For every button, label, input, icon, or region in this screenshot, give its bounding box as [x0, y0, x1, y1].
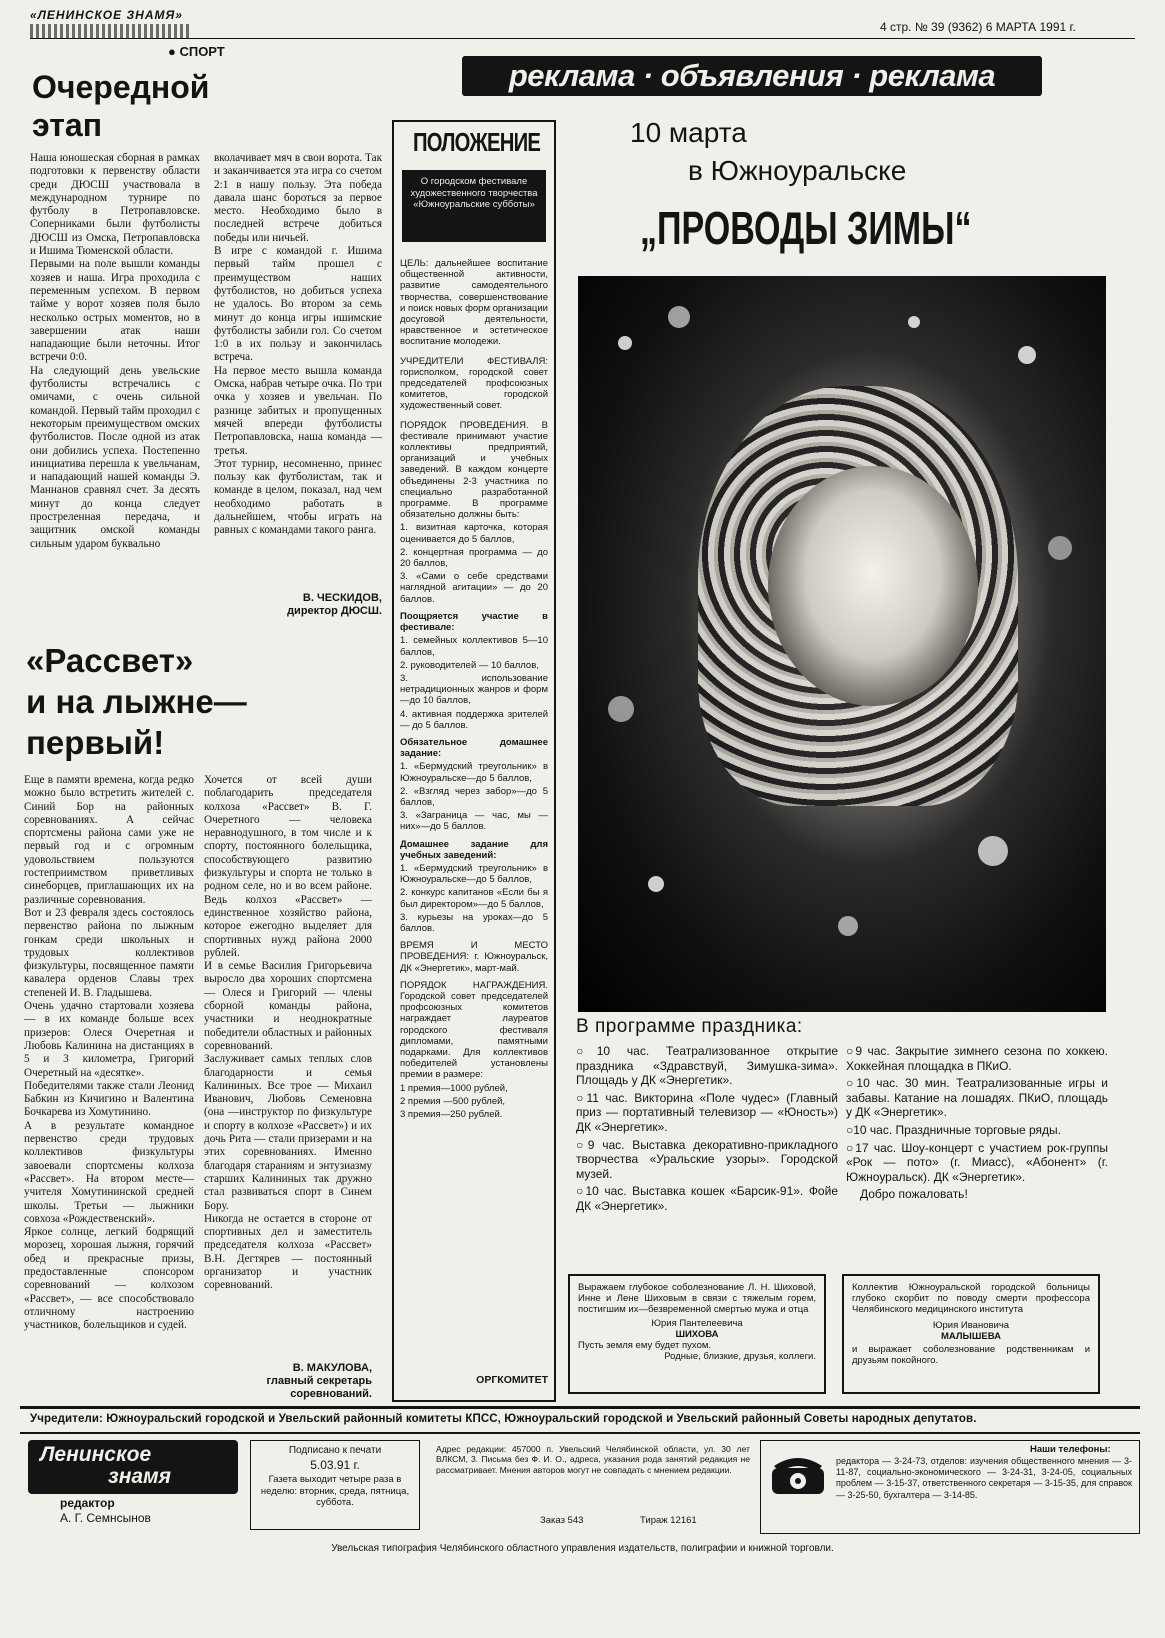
program-title: В программе праздника:	[576, 1016, 803, 1037]
footer-logo	[28, 1440, 238, 1494]
regulation-founders: УЧРЕДИТЕЛИ ФЕСТИВАЛЯ: горисполком, городской совет председателей профсоюзных комитетов, городской художественный совет.	[400, 355, 548, 412]
regulation-goal: ЦЕЛЬ: дальнейшее воспитание общественной активности, развитие самодеятельного творчества, совершенствование и поиск новых форм организации досуговой деятельности, нравственное и эстетическое воспитание молодежи.	[400, 258, 548, 348]
regulation-procedure: ПОРЯДОК ПРОВЕДЕНИЯ. В фестивале принимают участие коллективы предприятий, организаций и учебных заведений. В каждом концерте объединены 2-3 участника по специально разработанной программе. В программе обязательно должны быть:	[400, 419, 548, 521]
footer-phones-title: Наши телефоны:	[1030, 1444, 1111, 1455]
condolence1-text: Выражаем глубокое соболезнование Л. Н. Шиховой, Инне и Лене Шиховым в связи с тяжелым горем, постигшим их—безвременной смертью мужа и отца	[578, 1282, 816, 1316]
regulation-subtitle: О городском фестивале художественного творчества «Южноуральские субботы»	[402, 170, 546, 242]
program-item: ○9 час. Закрытие зимнего сезона по хоккею. Хоккейная площадка в ПКиО.	[846, 1044, 1108, 1073]
article2-col1: Еще в памяти времена, когда редко можно было встретить жителей с. Синий Бор на районных соревнованиях. А сейчас спортсмены района сами уже не первый год и с огромным удовольствием пользуются гостеприимством приветливых синеборцев, приглашающих их на различные соревнования. Вот и 23 февраля здесь состоялось первенство района по лыжным гонкам среди школьных и трудовых коллективов физкультуры, посвященное памяти кавалера орденов Славы трех степеней И. В. Гладышева. Очень удачно стартовали хозяева — в их команде больше всех призеров: Олеся Очеретная и Любовь Калинина на дистанциях в 5 и 3 километра, Григорий Очеретный на «десятке». Победителями также стали Леонид Бабкин из Кичигино и Валентина Бочкарева из Хомутинино. А в результате командное первенство среди трудовых коллективов физкультуры завоевали спортсмены колхоза «Рассвет». На втором месте—учителя Хомутининской средней школы. Третьи — лыжники совхоза «Рождественский». Яркое солнце, легкий бодрящий морозец, хорошая лыжня, горячий обед и прекрасные призы, предоставленные спонсором соревнований — колхозом «Рассвет», — все способствовало отличному настроению участников, болельщиков и судей.	[24, 774, 194, 1332]
footer-editor-name: А. Г. Семнсынов	[60, 1511, 151, 1525]
section-label: ● СПОРТ	[168, 44, 225, 59]
condolence1-from: Родные, близкие, друзья, коллеги.	[664, 1351, 816, 1363]
condolence1-name-line1: Юрия Пантелеевича	[651, 1317, 743, 1329]
regulation-program-list	[400, 522, 548, 604]
footer-signed-date: 5.03.91 г.	[310, 1458, 360, 1472]
article2-signature	[204, 1362, 372, 1401]
article1-col1: Наша юношеская сборная в рамках подготовки к первенству области среди ДЮСШ участвовала в международном турнире по футболу в Петропавловске. Соперниками были футболисты ДЮСШ из Омска, Петропавловска и Ишима Тюменской области. Первыми на поле вышли команды хозяев и наша. Игра проходила с переменным успехом. В первом тайме у ворот хозяев поля было несколько острых моментов, но в завершении атак наши нападающие были неточны. Итог встречи 0:0. На следующий день увельские футболисты встречались с омичами, с очень сильной командой. Первый тайм проходил с некоторым преимуществом омских футболистов. После одной из атак они добились успеха. Постепенно инициатива перешла к увельчанам, и нападающий нашей команды Э. Маннанов сравнял счет. За десять минут до конца следует простреленная передача, и защитник омской команды сильным ударом буквально	[30, 152, 200, 550]
footer-logo-line2: знамя	[108, 1465, 171, 1488]
regulation-prize-item: 1 премия—1000 рублей,	[400, 1082, 508, 1094]
program-item: ○9 час. Выставка декоративно-прикладного творчества «Уральские узоры». Городской музей.	[576, 1137, 838, 1181]
snowflake	[608, 696, 634, 722]
article1-col2: вколачивает мяч в свои ворота. Так и заканчивается эта игра со счетом 2:1 в нашу пользу. Эта победа давала шанс бороться за первое место. Необходимо было в последней встрече добиться победы или ничьей. В игре с командой г. Ишима первый тайм прошел с преимуществом наших футболистов, но добиться успеха не удалось. Во втором за семь минут до конца игры ишимские футболисты забили гол. Со счетом 1:0 в их пользу и закончилась встреча. На первое место вышла команда Омска, набрав четыре очка. По три очка у хозяев и увельчан. По разнице забитых и пропущенных мячей впереди футболисты Петропавловска, наша команда — третья. Этот турнир, несомненно, принес пользу как футболистам, так и команде в целом, показал, над чем необходимо работать в дальнейшем, чтобы играть на равных с командами такого ранга.	[214, 152, 382, 537]
program-item: ○10 час. Выставка кошек «Барсик-91». Фойе ДК «Энергетик».	[576, 1184, 838, 1213]
footer-address: Адрес редакции: 457000 п. Увельский Челябинской области, ул. 30 лет ВЛКСМ, 3. Письма без Ф. И. О., адреса, указания рода занятий редакция не рассматривает. Мнения авторов могут не совпадать с мнением редакции.	[436, 1444, 750, 1475]
regulation-homework-item: 1. «Бермудский треугольник» в Южноуральске—до 5 баллов,	[400, 761, 548, 784]
condolence1-box	[568, 1274, 826, 1394]
article1-signature-name: В. ЧЕСКИДОВ,	[302, 592, 382, 604]
masthead-ornament	[30, 24, 190, 38]
article2-title-line2: и на лыжне—	[26, 683, 247, 720]
footer-founders-rule	[20, 1432, 1140, 1434]
condolence2-name-line2: МАЛЫШЕВА	[941, 1330, 1001, 1342]
program-item: ○10 час. Театрализованное открытие праздника «Здравствуй, Зимушка-зима». Площадь у ДК «Энергетик».	[576, 1044, 838, 1088]
face-shape	[768, 466, 978, 706]
regulation-school-item: 3. курьезы на уроках—до 5 баллов.	[400, 911, 548, 934]
program-right	[846, 1044, 1108, 1202]
regulation-prize-item: 2 премия —500 рублей,	[400, 1095, 506, 1107]
article1-signature	[210, 592, 382, 618]
snowflake	[978, 836, 1008, 866]
footer-logo-line1: Ленинское	[40, 1443, 152, 1466]
snowflake	[648, 876, 664, 892]
regulation-signature: ОРГКОМИТЕТ	[476, 1374, 548, 1386]
ad-banner-text: реклама · объявления · реклама	[508, 58, 996, 93]
regulation-program-item: 1. визитная карточка, которая оценивается до 5 баллов,	[400, 522, 548, 545]
footer-signed-label: Подписано к печати	[288, 1445, 382, 1456]
condolence2-text: Коллектив Южноуральской городской больницы глубоко скорбит по поводу смерти профессора Челябинского медицинского института	[852, 1282, 1090, 1316]
program-left	[576, 1044, 838, 1217]
article2-signature-role: главный секретарь соревнований.	[266, 1375, 372, 1400]
masthead-rule	[30, 38, 1135, 39]
regulation-time-place: ВРЕМЯ И МЕСТО ПРОВЕДЕНИЯ: г. Южноуральск, ДК «Энергетик», март-май.	[400, 940, 548, 974]
article1-title	[32, 68, 209, 144]
regulation-title: ПОЛОЖЕНИЕ	[412, 127, 541, 157]
regulation-encouraged-item: 2. руководителей — 10 баллов,	[400, 659, 539, 671]
regulation-encouraged-item: 3. использование нетрадиционных жанров и форм—до 10 баллов,	[400, 672, 548, 707]
condolence2-closing: и выражает соболезнование родственникам и друзьям покойного.	[852, 1344, 1090, 1367]
ad-banner	[462, 56, 1042, 96]
snowflake	[1018, 346, 1036, 364]
article2-title-line3: первый!	[26, 724, 165, 761]
event-title: „ПРОВОДЫ ЗИМЫ“	[640, 202, 972, 254]
regulation-prize-item: 3 премия—250 рублей.	[400, 1109, 503, 1121]
condolence1-name-line2: ШИХОВА	[675, 1328, 719, 1340]
regulation-school-title: Домашнее задание для учебных заведений:	[400, 838, 548, 861]
footer-founders: Учредители: Южноуральский городской и Увельский районный комитеты КПСС, Южноуральский городской и Увельский районный Советы народных депутатов.	[30, 1413, 977, 1425]
telephone-icon	[770, 1452, 826, 1496]
article1-title-line1: Очередной	[32, 69, 210, 105]
snowflake	[838, 916, 858, 936]
footer-phones: редактора — 3-24-73, отделов: изучения общественного мнения — 3-11-87, социально-экономического — 3-24-31, 3-24-05, социальных проблем — 3-15-37, ответственного секретаря — 3-15-35, для справок — 3-25-50, бухгалтера — 3-14-85.	[836, 1456, 1132, 1500]
snowflake	[618, 336, 632, 350]
program-item: ○10 час. 30 мин. Театрализованные игры и забавы. Катание на лошадях. ПКиО, площадь у ДК «Энергетик».	[846, 1076, 1108, 1120]
regulation-school-item: 1. «Бермудский треугольник» в Южноуральске—до 5 баллов,	[400, 862, 548, 886]
regulation-homework-title: Обязательное домашнее задание:	[400, 736, 548, 760]
regulation-school-list	[400, 863, 548, 934]
snowflake	[908, 316, 920, 328]
footer-editor-label: редактор	[60, 1496, 115, 1510]
regulation-encouraged-list	[400, 635, 548, 731]
regulation-program-item: 3. «Сами о себе средствами наглядной агитации» — до 20 баллов.	[400, 571, 548, 605]
article2-col2: Хочется от всей души поблагодарить председателя колхоза «Рассвет» В. Г. Очеретного — человека неравнодушного, в том числе и к спорту, постоянного болельщика, способствующего развитию физкультуры и спорта не только в родном селе, но и во всем районе. Ведь колхоз «Рассвет» — единственное хозяйство района, которое ежегодно выделяет для спортивных нужд района 2000 рублей. И в семье Василия Григорьевича выросло два хороших спортсмена — Олеся и Григорий — члены сборной команды района, участники и неоднократные победители областных и районных соревнований. Заслуживает самых теплых слов благодарности и семья Калининых. Все трое — Михаил Иванович, Любовь Семеновна (она —инструктор по физкультуре и спорту в колхозе «Рассвет») и их дочь Рита — стали призерами и на этих соревнованиях. Именно благодаря стараниям и энтузиазму старших Калининых так дружно стал развиваться спорт в Синем Бору. Никогда не остается в стороне от спортивных дел и заместитель председателя колхоза «Рассвет» В.Н. Дегтярев — постоянный организатор и участник соревнований.	[204, 774, 372, 1292]
regulation-body	[400, 258, 548, 1388]
event-photo	[578, 276, 1106, 1012]
regulation-homework-item: 3. «Заграница — час, мы — них»—до 5 баллов.	[400, 810, 548, 833]
article2-title	[26, 640, 247, 763]
regulation-encouraged-item: 4. активная поддержка зрителей — до 5 баллов.	[400, 708, 548, 731]
footer-print-info	[250, 1440, 420, 1530]
snowflake	[1048, 536, 1072, 560]
regulation-prize-list	[400, 1083, 548, 1121]
paper-name: «ЛЕНИНСКОЕ ЗНАМЯ»	[30, 8, 183, 22]
condolence2-name-line1: Юрия Ивановича	[932, 1319, 1010, 1331]
article2-signature-name: В. МАКУЛОВА,	[292, 1362, 372, 1374]
program-item: ○11 час. Викторина «Поле чудес» (Главный приз — портативный телевизор — «Юность») ДК «Энергетик».	[576, 1090, 838, 1134]
article1-signature-role: директор ДЮСШ.	[287, 605, 382, 617]
footer-printer: Увельская типография Челябинского областного управления издательств, полиграфии и книжной торговли.	[331, 1543, 834, 1554]
footer-order: Заказ 543	[540, 1515, 584, 1526]
regulation-awards: ПОРЯДОК НАГРАЖДЕНИЯ. Городской совет председателей профсоюзных комитетов награждает лауреатов городского фестиваля дипломами, памятными подарками. Для коллективов победителей установлены премии в размере:	[400, 979, 548, 1081]
condolence1-closing: Пусть земля ему будет пухом.	[578, 1340, 712, 1352]
regulation-school-item: 2. конкурс капитанов «Если бы я был директором»—до 5 баллов,	[400, 887, 548, 910]
snowflake	[668, 306, 690, 328]
program-item: ○10 час. Праздничные торговые ряды.	[846, 1122, 1061, 1137]
event-date	[630, 114, 906, 190]
event-date-line2: в Южноуральске	[688, 155, 907, 186]
event-date-line1: 10 марта	[630, 117, 747, 148]
regulation-encouraged-title: Поощряется участие в фестивале:	[400, 610, 548, 634]
footer-circulation: Тираж 12161	[640, 1515, 697, 1526]
footer-schedule: Газета выходит четыре раза в неделю: вторник, среда, пятница, суббота.	[260, 1474, 410, 1508]
regulation-encouraged-item: 1. семейных коллективов 5—10 баллов,	[400, 635, 548, 658]
program-item: ○17 час. Шоу-концерт с участием рок-группы «Рок — пото» (г. Миасс), «Абонент» (г. Южноуральск). ДК «Энергетик».	[846, 1140, 1108, 1184]
regulation-program-item: 2. концертная программа — до 20 баллов,	[400, 546, 548, 570]
regulation-homework-item: 2. «Взгляд через забор»—до 5 баллов,	[400, 785, 548, 808]
regulation-homework-list	[400, 761, 548, 832]
program-welcome: Добро пожаловать!	[860, 1187, 968, 1202]
article1-title-line2: этап	[32, 107, 103, 143]
footer-top-rule	[20, 1406, 1140, 1409]
article2-title-line1: «Рассвет»	[26, 642, 194, 679]
issue-line: 4 стр. № 39 (9362) 6 МАРТА 1991 г.	[880, 20, 1076, 34]
condolence2-box	[842, 1274, 1100, 1394]
